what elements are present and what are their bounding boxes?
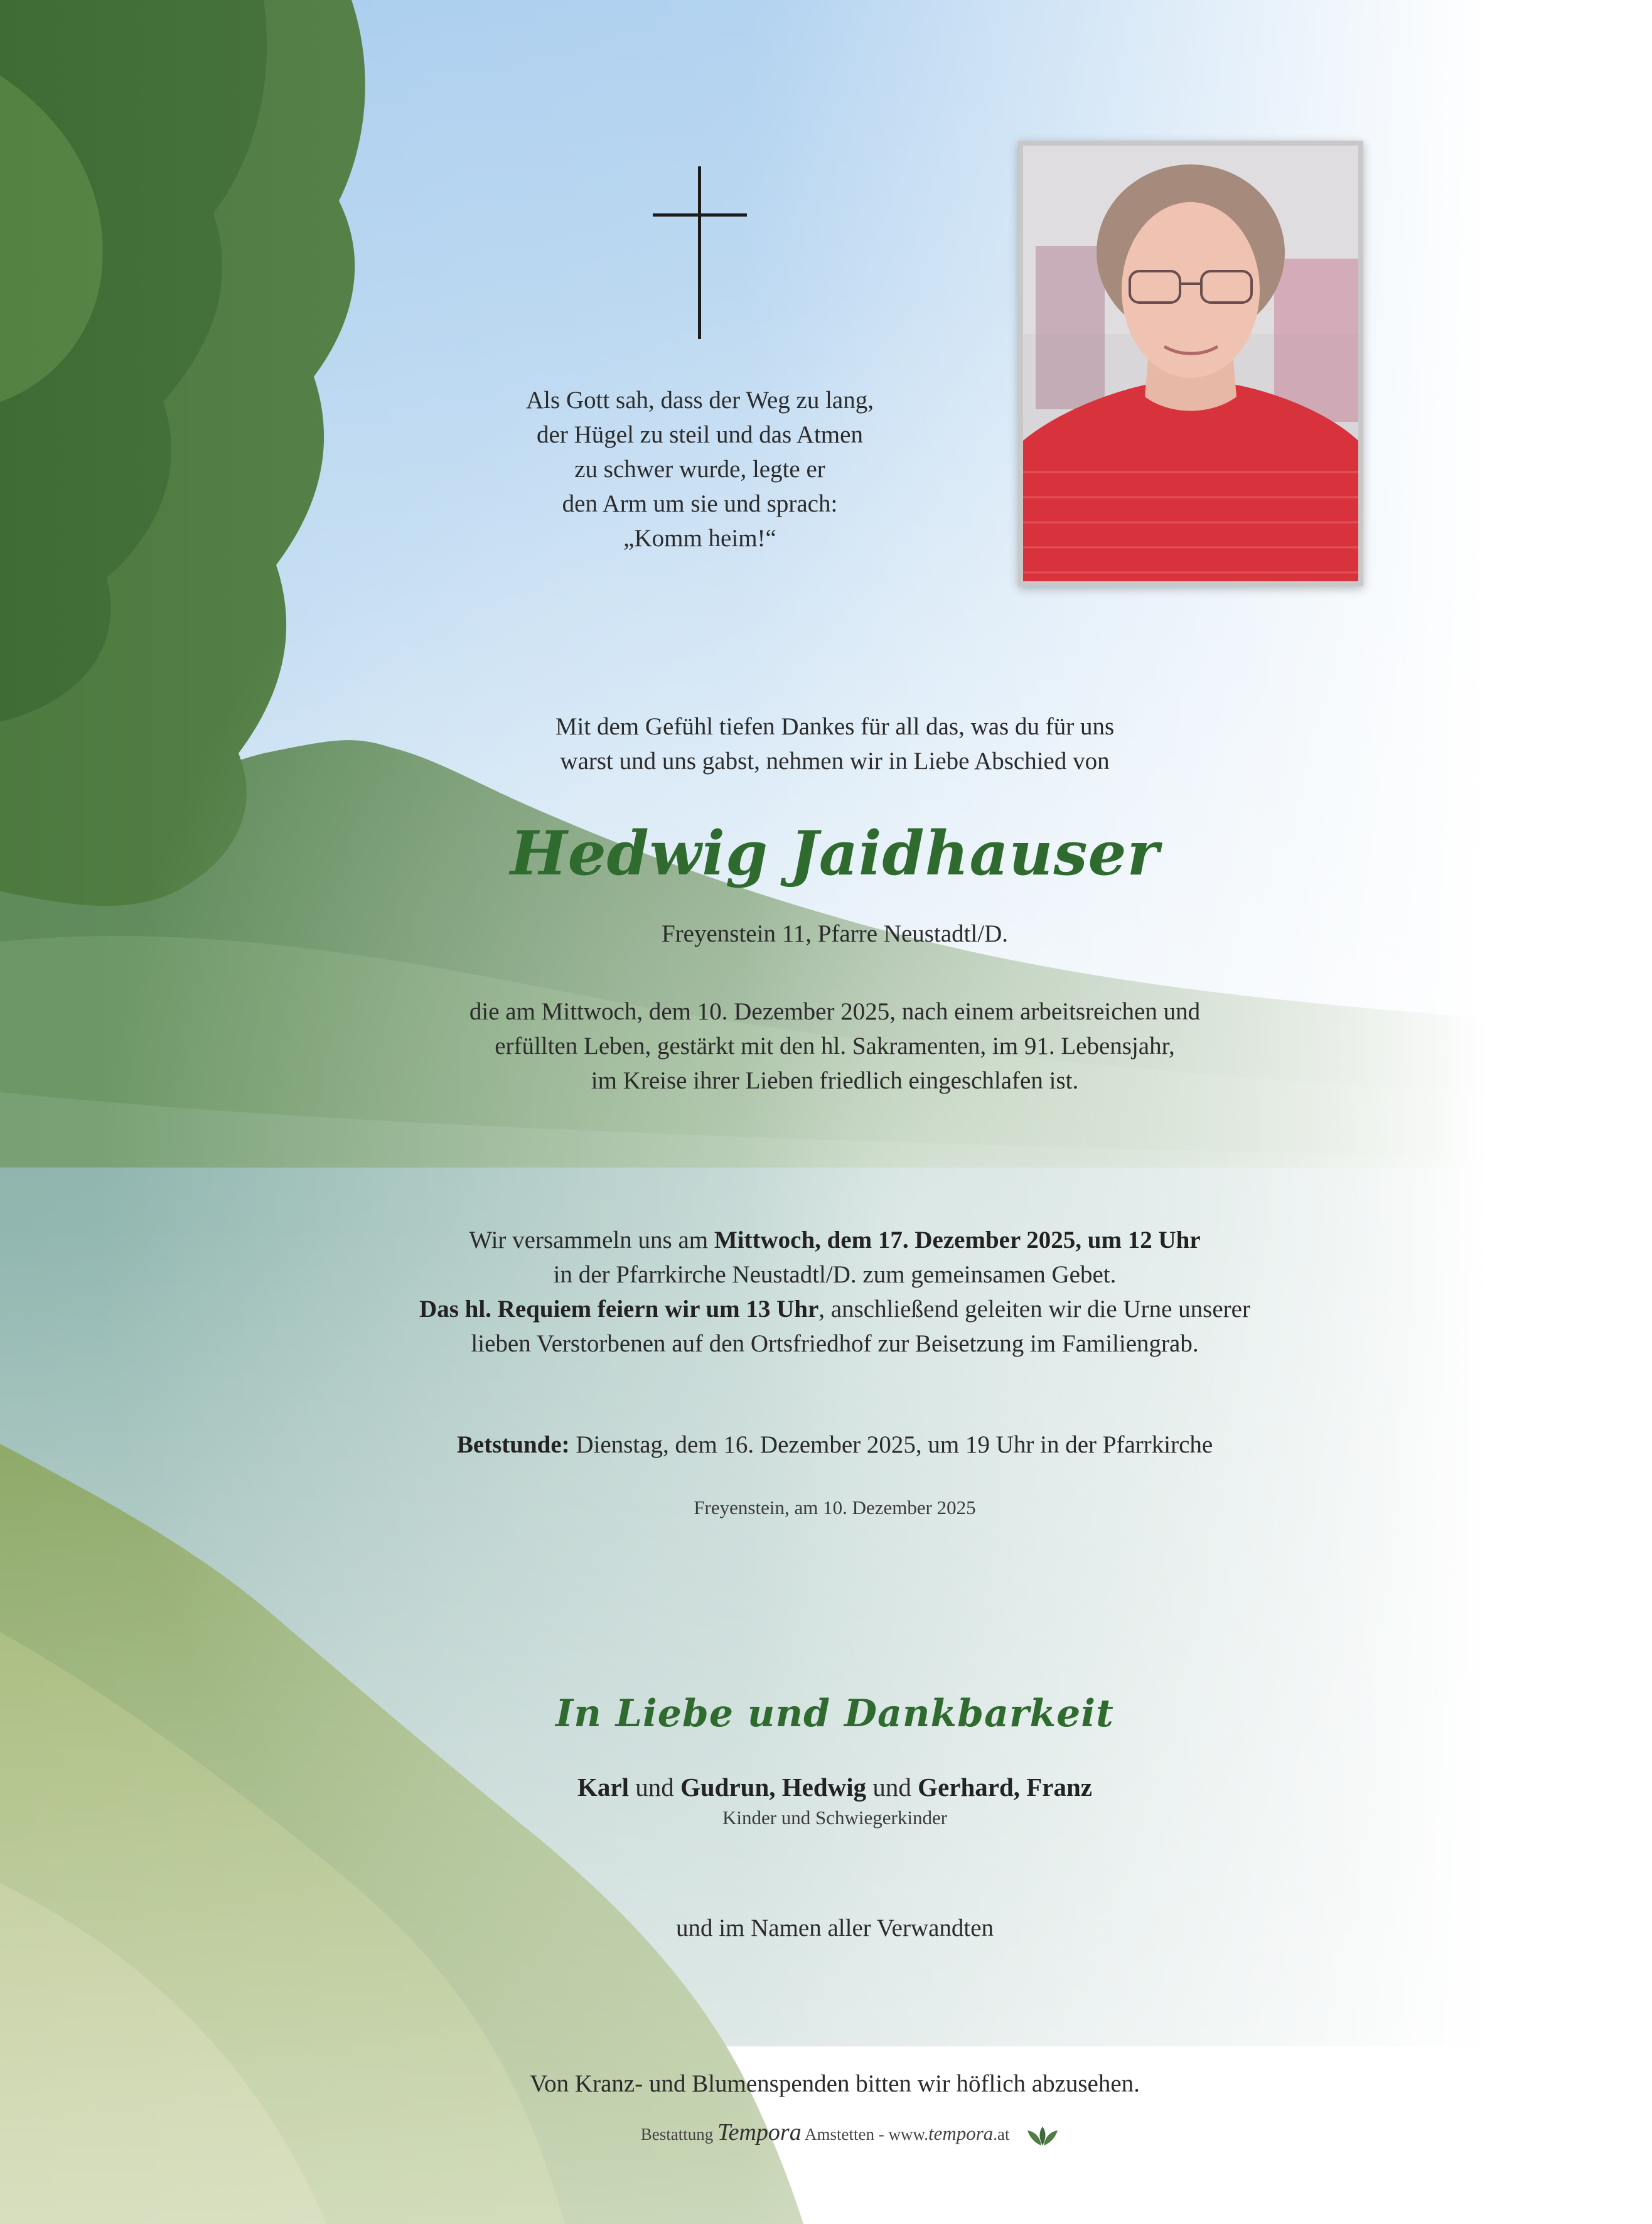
quote-line: den Arm um sie und sprach: bbox=[562, 490, 838, 517]
closing-heading: In Liebe und Dankbarkeit bbox=[555, 1692, 1114, 1736]
funeral-line-2: in der Pfarrkirche Neustadtl/D. zum gemeinsamen Gebet. bbox=[553, 1261, 1117, 1288]
requiem-time: Das hl. Requiem feiern wir um 13 Uhr bbox=[419, 1296, 819, 1323]
death-notice bbox=[395, 994, 1274, 1098]
funeral-details bbox=[333, 1223, 1337, 1361]
quote-line: „Komm heim!“ bbox=[623, 525, 776, 552]
funeral-home-brand: Tempora bbox=[717, 2119, 802, 2146]
prayer-hour bbox=[333, 1427, 1337, 1462]
memorial-quote bbox=[464, 383, 935, 556]
funeral-line-1: Wir versammeln uns am Mittwoch, dem 17. Dezember 2025, um 12 Uhr bbox=[469, 1227, 1201, 1254]
death-notice-line: die am Mittwoch, dem 10. Dezember 2025, nach einem arbeitsreichen und bbox=[469, 998, 1201, 1025]
funeral-line-3: Das hl. Requiem feiern wir um 13 Uhr, anschließend geleiten wir die Urne unserer bbox=[419, 1296, 1250, 1323]
funeral-home-footer: Bestattung Tempora Amstetten - www.tempora.at bbox=[552, 2117, 1149, 2150]
prayer-hour-text: Dienstag, dem 16. Dezember 2025, um 19 Uhr in der Pfarrkirche bbox=[569, 1431, 1213, 1458]
prayer-hour-label: Betstunde: bbox=[456, 1431, 570, 1458]
quote-line: zu schwer wurde, legte er bbox=[574, 456, 825, 483]
intro-line: warst und uns gabst, nehmen wir in Liebe Abschied von bbox=[560, 748, 1110, 775]
deceased-portrait-photo bbox=[1018, 141, 1363, 586]
mourners: Karl und Gudrun, Hedwig und Gerhard, Franz bbox=[577, 1773, 1093, 1802]
place-date: Freyenstein, am 10. Dezember 2025 bbox=[694, 1496, 976, 1518]
quote-line: Als Gott sah, dass der Weg zu lang, bbox=[526, 387, 874, 414]
mourner-name: Gerhard, Franz bbox=[918, 1773, 1093, 1802]
flower-note: Von Kranz- und Blumenspenden bitten wir höflich abzusehen. bbox=[530, 2070, 1140, 2097]
intro-line: Mit dem Gefühl tiefen Dankes für all das, was du für uns bbox=[555, 713, 1115, 740]
mourner-name: Karl bbox=[577, 1773, 629, 1802]
cross-icon bbox=[650, 166, 750, 342]
deceased-name: Hedwig Jaidhauser bbox=[510, 818, 1160, 889]
quote-line: der Hügel zu steil und das Atmen bbox=[537, 421, 863, 448]
funeral-date-time: Mittwoch, dem 17. Dezember 2025, um 12 Uhr bbox=[714, 1227, 1201, 1254]
deceased-address: Freyenstein 11, Pfarre Neustadtl/D. bbox=[662, 920, 1008, 947]
mourners-relation: Kinder und Schwiegerkinder bbox=[722, 1807, 948, 1829]
death-notice-line: erfüllten Leben, gestärkt mit den hl. Sakramenten, im 91. Lebensjahr, bbox=[495, 1033, 1175, 1060]
death-notice-line: im Kreise ihrer Lieben friedlich eingeschlafen ist. bbox=[591, 1067, 1079, 1094]
leaf-logo-icon bbox=[1025, 2125, 1060, 2147]
mourner-name: Gudrun, Hedwig bbox=[680, 1773, 867, 1802]
funeral-line-4: lieben Verstorbenen auf den Ortsfriedhof zur Beisetzung im Familiengrab. bbox=[471, 1330, 1199, 1357]
relatives-line: und im Namen aller Verwandten bbox=[675, 1915, 994, 1942]
intro-text bbox=[490, 709, 1180, 778]
